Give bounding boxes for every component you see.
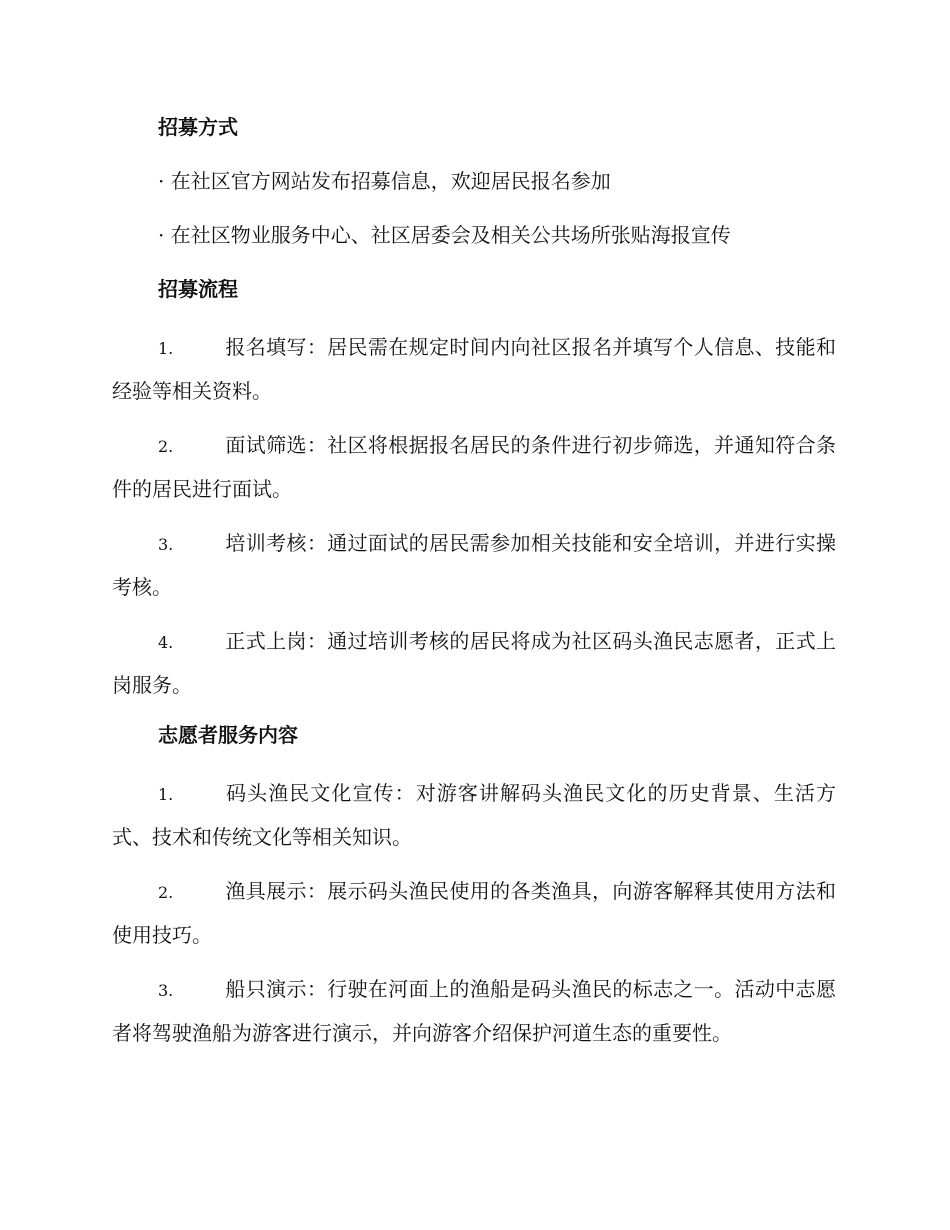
list-item (112, 424, 836, 510)
list-item-text: 正式上岗：通过培训考核的居民将成为社区码头渔民志愿者，正式上岗服务。 (112, 629, 836, 697)
section-heading-recruitment-method: 招募方式 (158, 115, 238, 139)
list-number: 1. (158, 785, 174, 804)
bullet-item: · 在社区物业服务中心、社区居委会及相关公共场所张贴海报宣传 (158, 223, 731, 247)
list-item (112, 620, 836, 706)
list-item-text: 面试筛选：社区将根据报名居民的条件进行初步筛选，并通知符合条件的居民进行面试。 (112, 433, 836, 501)
list-number: 3. (158, 535, 174, 554)
list-item (112, 326, 836, 412)
list-number: 2. (158, 437, 174, 456)
section-heading-volunteer-services: 志愿者服务内容 (158, 723, 298, 747)
list-item-text: 报名填写：居民需在规定时间内向社区报名并填写个人信息、技能和经验等相关资料。 (112, 335, 836, 403)
section-heading-recruitment-process: 招募流程 (158, 277, 238, 301)
list-item (112, 522, 836, 608)
list-number: 3. (158, 981, 174, 1000)
list-number: 2. (158, 883, 174, 902)
list-item-text: 码头渔民文化宣传：对游客讲解码头渔民文化的历史背景、生活方式、技术和传统文化等相关知识。 (112, 781, 836, 849)
list-number: 1. (158, 339, 174, 358)
list-item-text: 船只演示：行驶在河面上的渔船是码头渔民的标志之一。活动中志愿者将驾驶渔船为游客进行演示，并向游客介绍保护河道生态的重要性。 (112, 977, 836, 1045)
list-number: 4. (158, 633, 174, 652)
list-item (112, 772, 836, 858)
document-body (112, 110, 836, 1066)
list-item (112, 870, 836, 956)
list-item-text: 渔具展示：展示码头渔民使用的各类渔具，向游客解释其使用方法和使用技巧。 (112, 879, 836, 947)
list-item-text: 培训考核：通过面试的居民需参加相关技能和安全培训，并进行实操考核。 (112, 531, 836, 599)
list-item (112, 968, 836, 1054)
bullet-item: · 在社区官方网站发布招募信息，欢迎居民报名参加 (158, 169, 611, 193)
